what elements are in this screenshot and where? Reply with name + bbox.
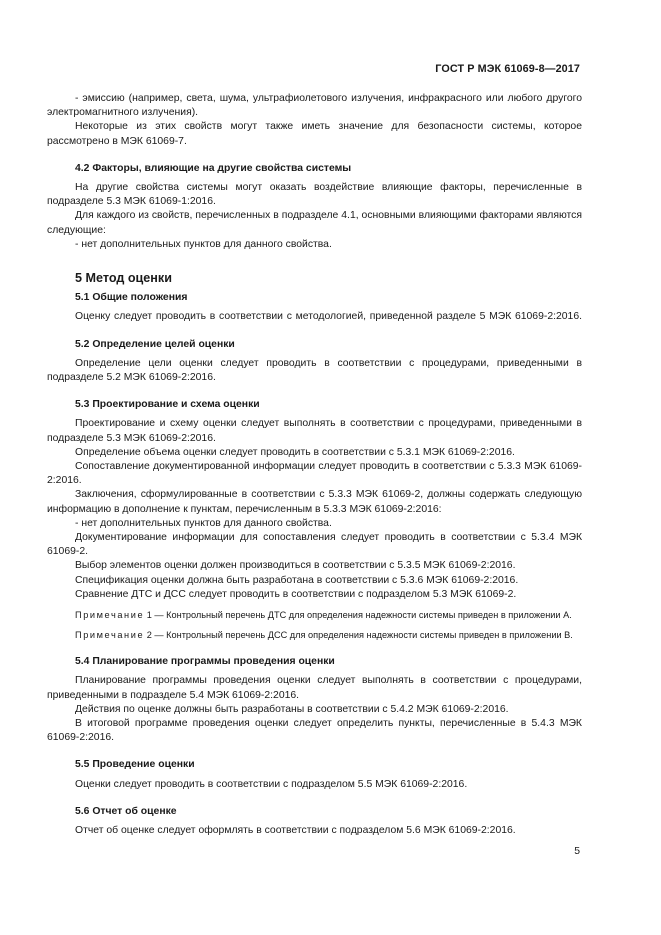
paragraph: Планирование программы проведения оценки следует выполнять в соответствии с процедурами, приведенными в подразделе 5.4 МЭК 61069-2:2016. (47, 675, 582, 701)
section-heading-5-4: 5.4 Планирование программы проведения оценки (75, 656, 335, 668)
paragraph: Документирование информации для сопоставления следует проводить в соответствии с 5.3.4 МЭК 61069-2. (47, 532, 582, 558)
document-header: ГОСТ Р МЭК 61069-8—2017 (435, 63, 580, 75)
paragraph: Выбор элементов оценки должен производиться в соответствии с 5.3.5 МЭК 61069-2:2016. (75, 560, 516, 572)
section-heading-5-5: 5.5 Проведение оценки (75, 759, 195, 771)
paragraph: Определение объема оценки следует проводить в соответствии с 5.3.1 МЭК 61069-2:2016. (75, 446, 515, 458)
paragraph: Сравнение ДТС и ДСС следует проводить в соответствии с подразделом 5.3 МЭК 61069-2. (75, 588, 517, 600)
paragraph: - эмиссию (например, света, шума, ультрафиолетового излучения, инфракрасного или любого другого электромагнитного излучения). (47, 93, 582, 119)
paragraph: В итоговой программе проведения оценки следует определить пункты, перечисленные в 5.4.3 МЭК 61069-2:2016. (47, 717, 582, 744)
note-label: Примечание (75, 610, 145, 621)
paragraph: Спецификация оценки должна быть разработана в соответствии с 5.3.6 МЭК 61069-2:2016. (75, 574, 519, 586)
note-1 (47, 609, 582, 622)
paragraph: Для каждого из свойств, перечисленных в подразделе 4.1, основными влияющими факторами являются следующие: (47, 210, 582, 236)
note-text: 2 — Контрольный перечень ДСС для определения надежности системы приведен в приложении В. (146, 630, 573, 641)
section-heading-5-1: 5.1 Общие положения (75, 292, 188, 304)
paragraph: Оценки следует проводить в соответствии с подразделом 5.5 МЭК 61069-2:2016. (75, 778, 468, 790)
paragraph: Некоторые из этих свойств могут также иметь значение для безопасности системы, которое рассмотрено в МЭК 61069-7. (47, 121, 582, 147)
paragraph: Проектирование и схему оценки следует выполнять в соответствии с процедурами, приведенными в подразделе 5.3 МЭК 61069-2:2016. (47, 418, 582, 444)
note-2 (47, 629, 582, 642)
paragraph: Оценку следует проводить в соответствии с методологией, приведенной разделе 5 МЭК 61069-2:2016. (75, 311, 582, 323)
note-text: 1 — Контрольный перечень ДТС для определения надежности системы приведен в приложении А. (146, 610, 572, 621)
page-content (47, 92, 582, 838)
list-item: - нет дополнительных пунктов для данного свойства. (75, 238, 332, 250)
note-label: Примечание (75, 630, 145, 641)
section-heading-5-6: 5.6 Отчет об оценке (75, 805, 177, 817)
paragraph: Отчет об оценке следует оформлять в соответствии с подразделом 5.6 МЭК 61069-2:2016. (75, 824, 516, 836)
section-heading-5-2: 5.2 Определение целей оценки (75, 338, 235, 350)
paragraph: На другие свойства системы могут оказать воздействие влияющие факторы, перечисленные в подразделе 5.3 МЭК 61069-1:2016. (47, 182, 582, 208)
list-item: - нет дополнительных пунктов для данного свойства. (75, 517, 332, 529)
paragraph: Сопоставление документированной информации следует проводить в соответствии с 5.3.3 МЭК 61069-2:2016. (47, 461, 582, 487)
section-heading-5-3: 5.3 Проектирование и схема оценки (75, 399, 260, 411)
page-number: 5 (574, 846, 580, 857)
section-heading-4-2: 4.2 Факторы, влияющие на другие свойства системы (75, 162, 352, 174)
paragraph: Определение цели оценки следует проводить в соответствии с процедурами, приведенными в подразделе 5.2 МЭК 61069-2:2016. (47, 357, 582, 384)
section-heading-5: 5 Метод оценки (75, 271, 172, 286)
paragraph: Действия по оценке должны быть разработаны в соответствии с 5.4.2 МЭК 61069-2:2016. (75, 703, 509, 715)
paragraph: Заключения, сформулированные в соответствии с 5.3.3 МЭК 61069-2, должны содержать следующую информацию в дополнение к пунктам, перечисленным в 5.3.3 МЭК 61069-2:2016: (47, 489, 582, 515)
